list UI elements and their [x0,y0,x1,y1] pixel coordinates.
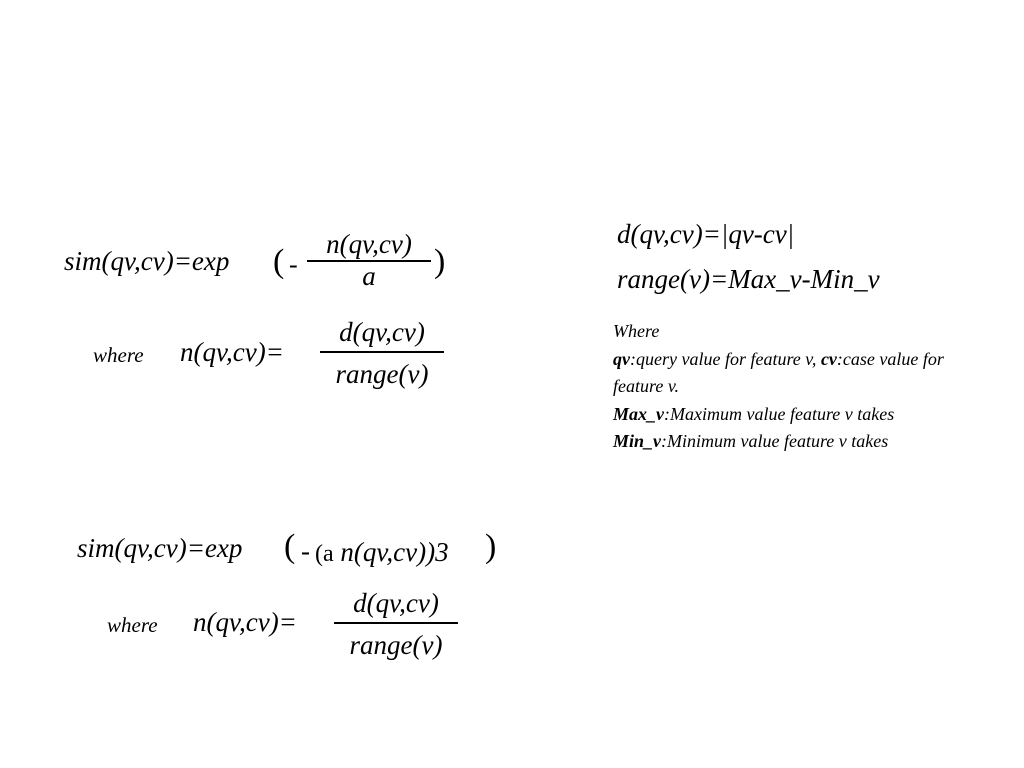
min-term: Min_v [613,431,662,451]
distance-definition: d(qv,cv)=|qv-cv| [617,219,795,249]
formula1-numerator: n(qv,cv) [326,229,412,259]
where1-lhs: n(qv,cv)= [180,337,284,367]
notes-heading: Where [613,321,660,341]
where1-label: where [93,343,144,367]
cv-description: :case value for feature v. [613,348,944,396]
notes-max [613,401,918,429]
formula2-body [315,537,449,568]
where1-numerator: d(qv,cv) [339,317,425,347]
max-term: Max_v [613,403,664,424]
where2-fraction [334,588,458,662]
notes-block [613,318,963,456]
where1-denominator: range(v) [335,359,429,389]
where2-numerator: d(qv,cv) [353,588,439,618]
min-description: :Minimum value feature v takes [661,431,889,451]
formula1-minus: - [289,250,298,279]
range-definition: range(v)=Max_v-Min_v [617,264,880,294]
formula1-left-paren: ( [273,243,285,280]
formula2-minus: - [301,536,310,566]
where2-lhs: n(qv,cv)= [193,607,297,637]
formula1-fraction [307,229,431,290]
formula1-lhs: sim(qv,cv)=exp [64,246,230,276]
qv-term: qv [613,348,630,369]
formula2-inner-open: ( [315,541,323,567]
formula1-right-paren: ) [434,243,446,280]
where2-label: where [107,613,158,637]
cv-term: cv [820,348,837,369]
formula2-alpha: a [323,541,334,567]
qv-description: :query value for feature v, [630,348,821,369]
notes-min [613,428,918,456]
formula2-lhs: sim(qv,cv)=exp [77,533,243,563]
formula2-right-paren: ) [485,528,497,565]
max-description: :Maximum value feature v takes [664,403,895,424]
formula2-left-paren: ( [284,528,296,565]
where1-fraction [320,317,444,391]
notes-qv-cv [613,346,963,401]
formula1-denominator: a [362,261,376,291]
formula2-inner: n(qv,cv))3 [340,537,449,567]
where2-denominator: range(v) [349,630,443,660]
